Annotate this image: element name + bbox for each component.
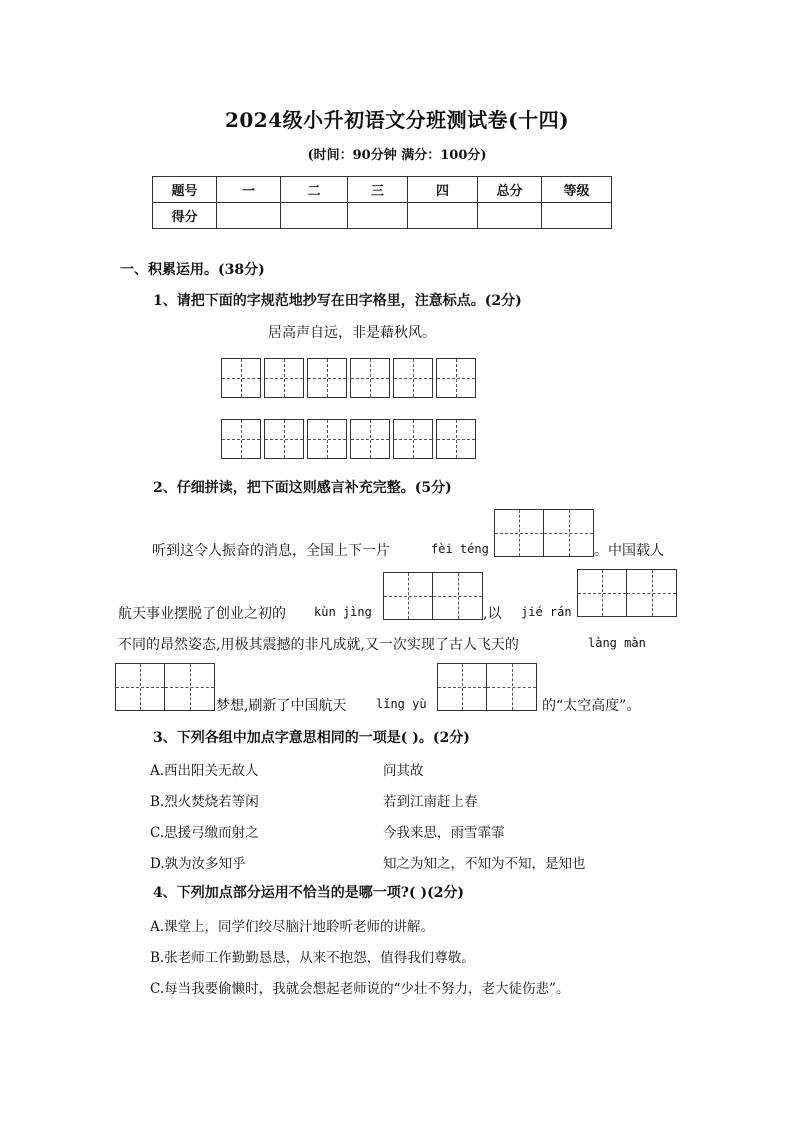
tianzige-cell[interactable] (433, 572, 483, 620)
tianzige-cell[interactable] (221, 419, 261, 459)
question-3-prompt: 3、下列各组中加点字意思相同的一项是( )。(2分) (153, 730, 470, 746)
question-2-prompt: 2、仔细拼读，把下面这则感言补充完整。(5分) (153, 480, 452, 496)
tianzige-cell[interactable] (437, 663, 487, 711)
tianzige-cell[interactable] (436, 358, 476, 398)
tianzige-cell[interactable] (115, 663, 165, 711)
question-1-prompt: 1、请把下面的字规范地抄写在田字格里，注意标点。(2分) (153, 293, 522, 309)
header-cell: 三 (348, 177, 408, 203)
score-cell[interactable] (217, 203, 281, 229)
question-2-text: 的“太空高度”。 (542, 698, 641, 714)
tianzige-cell[interactable] (544, 509, 594, 557)
question-2-text: 。中国载人 (594, 543, 664, 559)
question-2-text: 不同的昂然姿态,用极其震撼的非凡成就,又一次实现了古人飞天的 (118, 637, 519, 653)
tianzige-cell[interactable] (383, 572, 433, 620)
pinyin-answer-boxes-4 (115, 663, 215, 711)
score-cell[interactable] (408, 203, 478, 229)
tianzige-cell[interactable] (264, 419, 304, 459)
pinyin-label: làng màn (588, 636, 646, 650)
option-b-right: 若到江南赶上春 (383, 794, 478, 810)
tianzige-row-1 (221, 358, 476, 398)
option-c-left: C.思援弓缴而射之 (150, 825, 259, 841)
score-cell[interactable] (348, 203, 408, 229)
section-heading: 一、积累运用。(38分) (120, 262, 265, 278)
option-a-right: 问其故 (383, 763, 424, 779)
score-cell[interactable] (542, 203, 612, 229)
option-a: A.课堂上，同学们绞尽脑汁地聆听老师的讲解。 (150, 919, 435, 935)
score-cell[interactable] (478, 203, 542, 229)
option-d-right: 知之为知之，不知为不知，是知也 (383, 856, 586, 872)
option-a-left: A.西出阳关无故人 (150, 763, 259, 779)
question-2-text: 航天事业摆脱了创业之初的 (118, 606, 286, 622)
tianzige-cell[interactable] (436, 419, 476, 459)
tianzige-cell[interactable] (487, 663, 537, 711)
header-cell: 等级 (542, 177, 612, 203)
tianzige-cell[interactable] (264, 358, 304, 398)
tianzige-cell[interactable] (393, 358, 433, 398)
question-1-sentence: 居高声自远，非是藉秋风。 (268, 325, 436, 341)
pinyin-label: jié rán (521, 605, 572, 619)
pinyin-label: fèi téng (431, 542, 489, 556)
option-b-left: B.烈火焚烧若等闲 (150, 794, 259, 810)
tianzige-cell[interactable] (307, 419, 347, 459)
tianzige-cell[interactable] (307, 358, 347, 398)
question-4-prompt: 4、下列加点部分运用不恰当的是哪一项?( )(2分) (153, 885, 465, 901)
exam-info: (时间：90分钟 满分：100分) (307, 148, 487, 163)
option-c: C.每当我要偷懒时，我就会想起老师说的“少壮不努力，老大徒伤悲”。 (150, 981, 570, 997)
pinyin-answer-boxes-1 (494, 509, 594, 557)
header-cell: 二 (281, 177, 348, 203)
pinyin-answer-boxes-2 (383, 572, 483, 620)
tianzige-row-2 (221, 419, 476, 459)
tianzige-cell[interactable] (350, 419, 390, 459)
option-d-left: D.孰为汝多知乎 (150, 856, 246, 872)
score-cell[interactable] (281, 203, 348, 229)
option-c-right: 今我来思，雨雪霏霏 (383, 825, 505, 841)
header-cell: 一 (217, 177, 281, 203)
tianzige-cell[interactable] (627, 569, 677, 617)
score-table (152, 176, 612, 229)
question-2-text: 听到这令人振奋的消息，全国上下一片 (152, 543, 390, 559)
page-title: 2024级小升初语文分班测试卷(十四) (224, 108, 570, 132)
pinyin-label: lǐng yù (376, 697, 427, 711)
pinyin-answer-boxes-3 (577, 569, 677, 617)
question-2-text: 梦想,刷新了中国航天 (216, 698, 347, 714)
tianzige-cell[interactable] (221, 358, 261, 398)
pinyin-answer-boxes-5 (437, 663, 537, 711)
score-table-score-row (153, 203, 612, 229)
tianzige-cell[interactable] (350, 358, 390, 398)
header-cell: 题号 (153, 177, 217, 203)
question-2-text: ,以 (483, 606, 502, 622)
pinyin-label: kùn jìng (314, 605, 372, 619)
option-b: B.张老师工作勤勤恳恳，从来不抱怨，值得我们尊敬。 (150, 950, 475, 966)
tianzige-cell[interactable] (494, 509, 544, 557)
score-table-header-row (153, 177, 612, 203)
tianzige-cell[interactable] (393, 419, 433, 459)
tianzige-cell[interactable] (577, 569, 627, 617)
header-cell: 总分 (478, 177, 542, 203)
header-cell: 四 (408, 177, 478, 203)
tianzige-cell[interactable] (165, 663, 215, 711)
row-label: 得分 (153, 203, 217, 229)
